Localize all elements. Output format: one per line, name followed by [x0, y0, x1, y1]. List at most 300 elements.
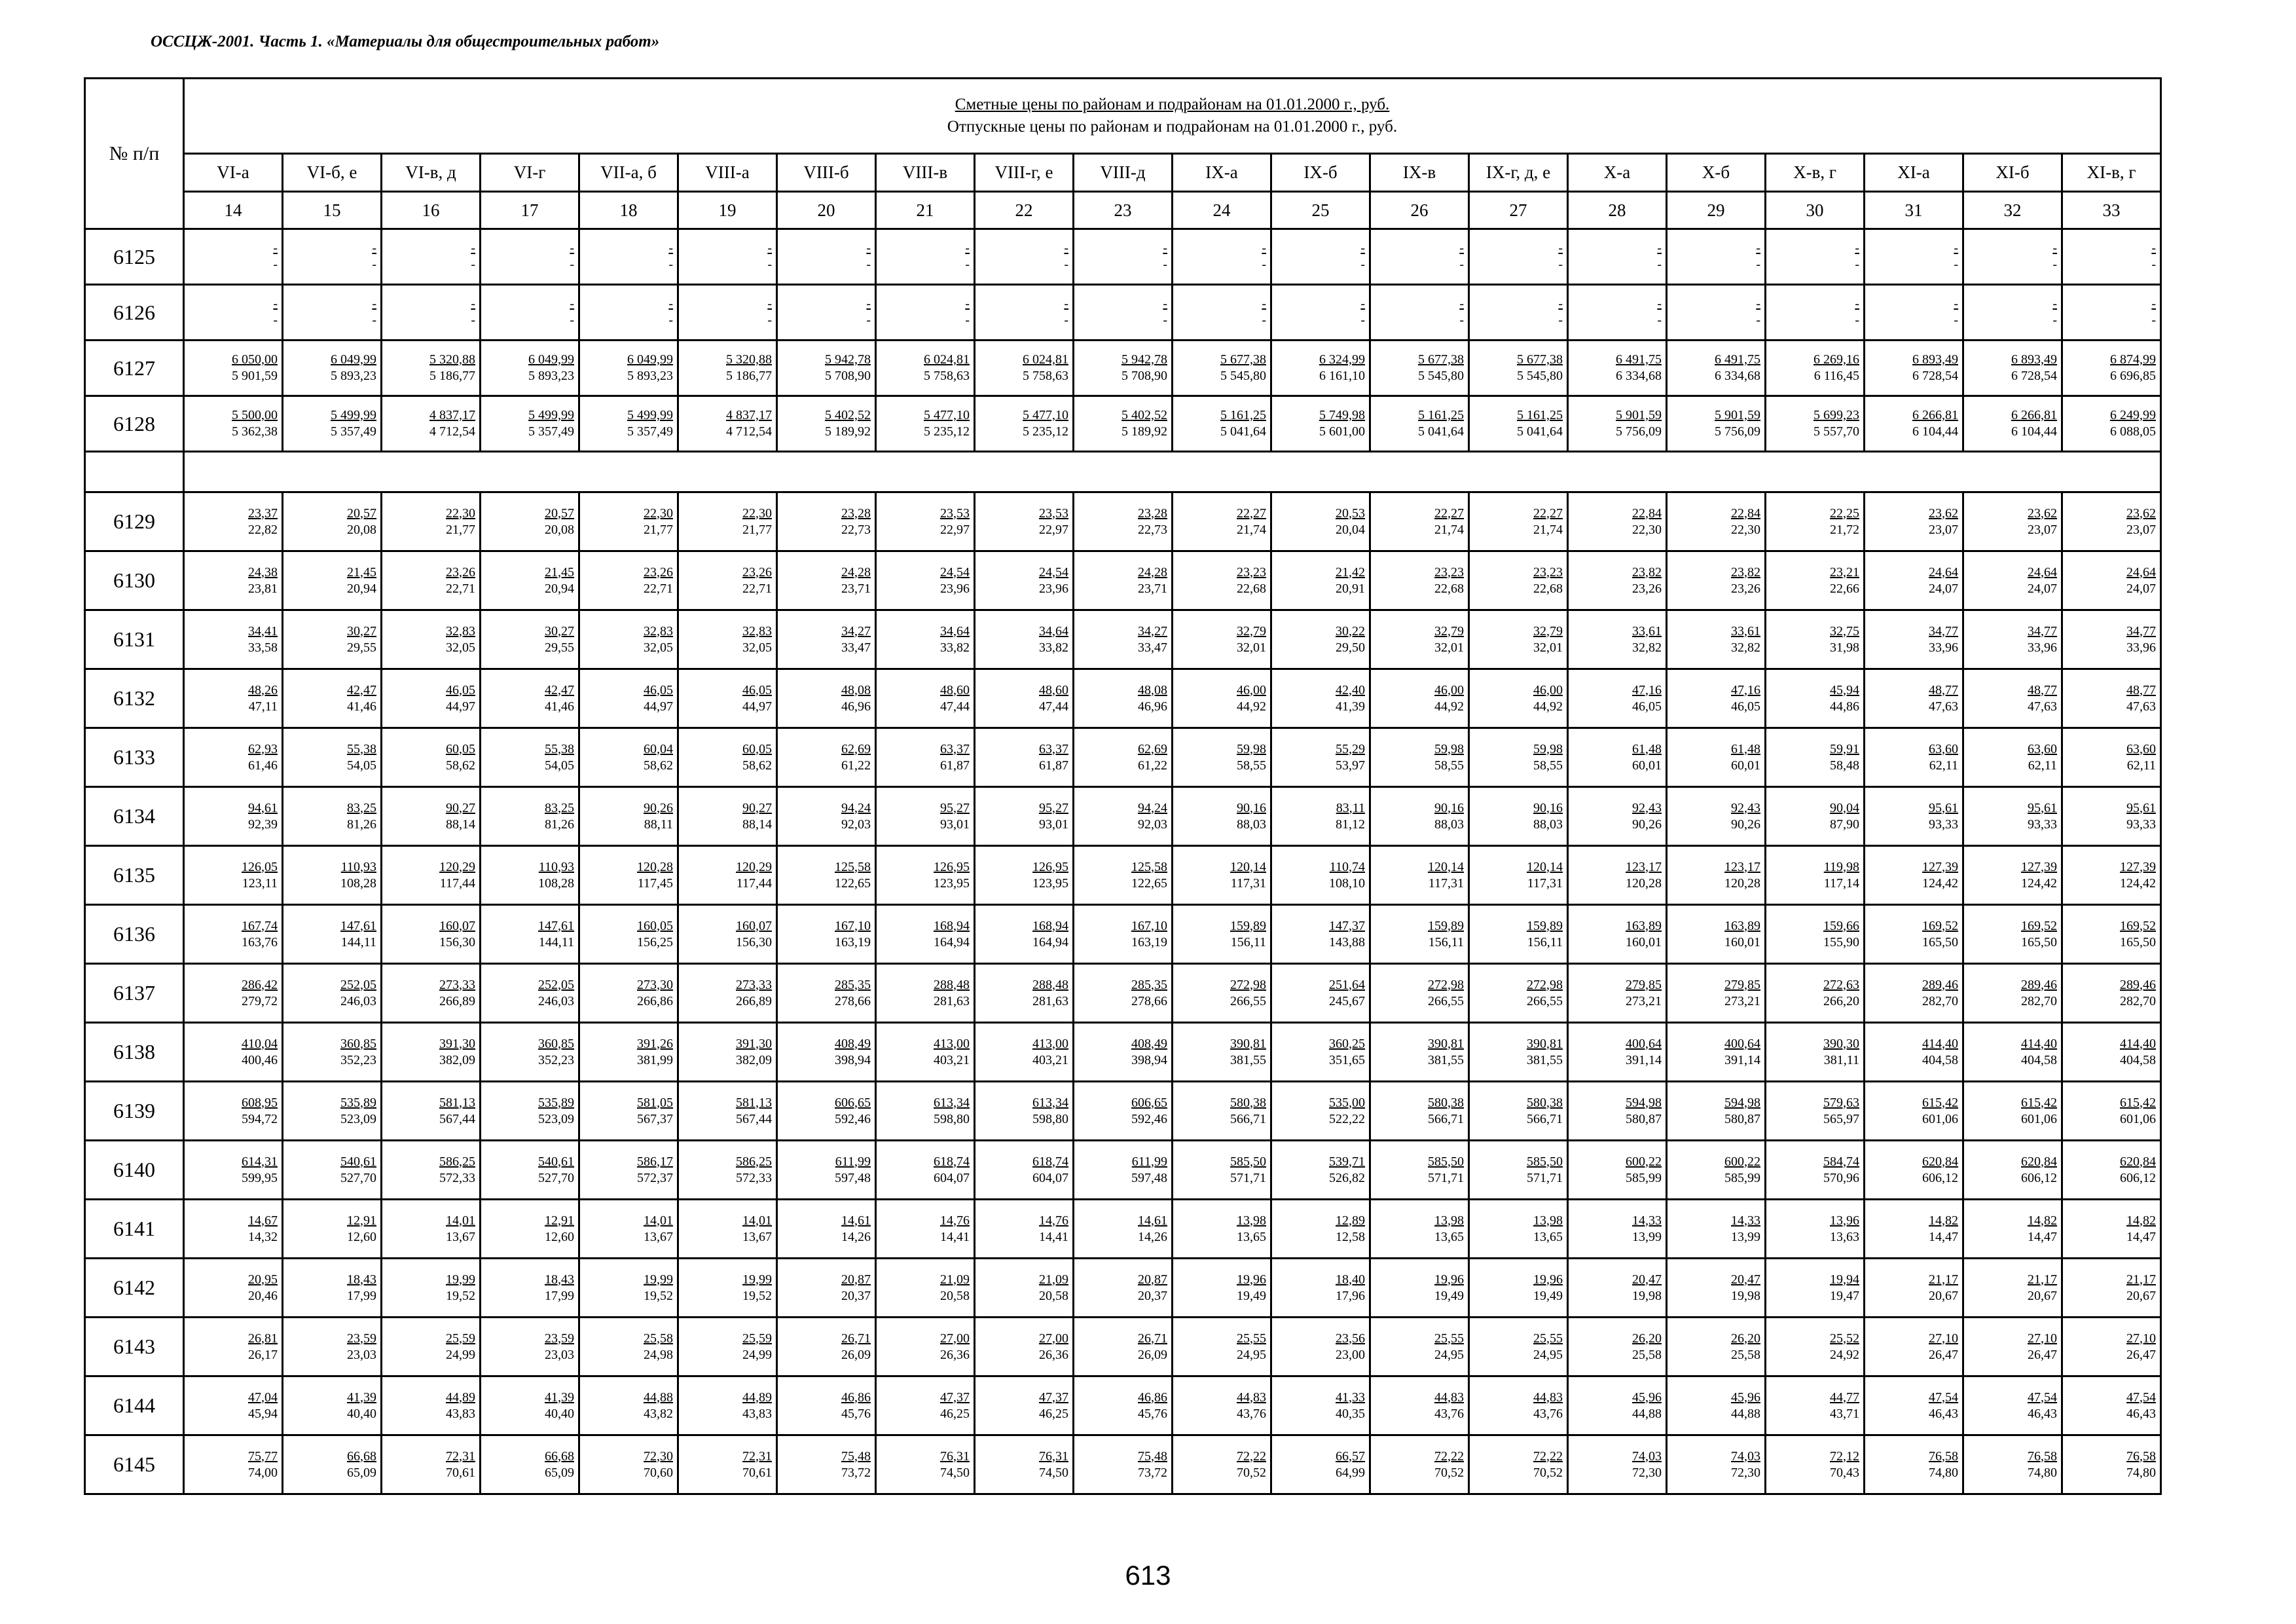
- estimated-price: -: [965, 297, 970, 311]
- price-cell: [1963, 905, 2062, 964]
- estimated-price: 47,54: [1929, 1390, 1958, 1405]
- column-number: 15: [283, 192, 382, 229]
- release-price: 32,05: [742, 640, 772, 655]
- price-cell: [1271, 229, 1370, 285]
- price-cell: [1963, 964, 2062, 1023]
- release-price: 160,01: [1724, 934, 1760, 950]
- release-price: -: [471, 257, 475, 272]
- price-cell: [2062, 396, 2161, 452]
- release-price: 41,39: [1336, 699, 1365, 714]
- price-cell: [382, 1318, 481, 1376]
- release-price: -: [1064, 257, 1068, 272]
- estimated-price: 32,75: [1830, 623, 1859, 638]
- estimated-price: 12,91: [545, 1213, 574, 1228]
- release-price: 19,98: [1632, 1288, 1662, 1303]
- estimated-price: 32,79: [1237, 623, 1266, 638]
- release-price: 29,55: [347, 640, 376, 655]
- estimated-price: 94,24: [841, 800, 871, 815]
- price-cell: [1370, 905, 1469, 964]
- release-price: 117,31: [1428, 876, 1464, 891]
- price-cell: [1667, 787, 1766, 846]
- estimated-price: 126,95: [1032, 859, 1068, 874]
- row-number: 6137: [85, 964, 184, 1023]
- price-cell: [579, 1141, 678, 1200]
- estimated-price: 120,14: [1230, 859, 1266, 874]
- estimated-price: 45,96: [1731, 1390, 1760, 1405]
- estimated-price: 45,94: [1830, 682, 1859, 697]
- estimated-price: 72,22: [1237, 1449, 1266, 1464]
- estimated-price: 125,58: [1131, 859, 1167, 874]
- price-cell: [1667, 1023, 1766, 1082]
- price-cell: [1173, 905, 1271, 964]
- release-price: 23,07: [2126, 522, 2156, 537]
- price-cell: [1865, 1435, 1963, 1494]
- release-price: 87,90: [1830, 817, 1859, 832]
- release-price: 21,72: [1830, 522, 1859, 537]
- estimated-price: -: [1855, 241, 1859, 255]
- price-cell: [1667, 1259, 1766, 1318]
- estimated-price: 48,77: [2126, 682, 2156, 697]
- price-cell: [1469, 1082, 1568, 1141]
- release-price: 22,71: [446, 581, 475, 596]
- release-price: -: [965, 257, 970, 272]
- price-cell: [382, 1200, 481, 1259]
- price-cell: [481, 285, 579, 341]
- price-cell: [1074, 787, 1173, 846]
- price-cell: [1074, 551, 1173, 610]
- release-price: 4 712,54: [429, 424, 475, 439]
- release-price: 266,55: [1428, 993, 1464, 1008]
- price-cell: [1469, 551, 1568, 610]
- price-cell: [2062, 1318, 2161, 1376]
- release-price: 61,22: [841, 758, 871, 773]
- region-header: XI-в, г: [2062, 154, 2161, 192]
- estimated-price: 390,81: [1230, 1036, 1266, 1051]
- price-cell: [1370, 846, 1469, 905]
- estimated-price: 110,93: [538, 859, 574, 874]
- release-price: 281,63: [1032, 993, 1068, 1008]
- estimated-price: 95,61: [1929, 800, 1958, 815]
- release-price: 156,30: [736, 934, 772, 950]
- estimated-price: 74,03: [1632, 1449, 1662, 1464]
- price-cell: [1074, 396, 1173, 452]
- estimated-price: 586,25: [736, 1154, 772, 1169]
- estimated-price: -: [1459, 241, 1464, 255]
- release-price: 26,36: [1039, 1347, 1068, 1362]
- price-cell: [1469, 1200, 1568, 1259]
- release-price: 62,11: [1929, 758, 1958, 773]
- release-price: 23,81: [248, 581, 278, 596]
- estimated-price: 59,98: [1237, 741, 1266, 756]
- estimated-price: 13,96: [1830, 1213, 1859, 1228]
- release-price: 58,62: [446, 758, 475, 773]
- estimated-price: 360,25: [1329, 1036, 1365, 1051]
- price-cell: [283, 396, 382, 452]
- estimated-price: 90,16: [1434, 800, 1464, 815]
- estimated-price: 34,41: [248, 623, 278, 638]
- estimated-price: 535,89: [538, 1095, 574, 1110]
- estimated-price: 23,26: [742, 564, 772, 580]
- price-cell: [481, 396, 579, 452]
- release-price: 19,52: [742, 1288, 772, 1303]
- estimated-price: 160,07: [439, 918, 475, 933]
- estimated-price: 414,40: [1922, 1036, 1958, 1051]
- release-price: 32,05: [446, 640, 475, 655]
- estimated-price: 21,42: [1336, 564, 1365, 580]
- release-price: 266,20: [1823, 993, 1859, 1008]
- price-cell: [876, 1023, 975, 1082]
- price-cell: [579, 669, 678, 728]
- estimated-price: 26,20: [1731, 1331, 1760, 1346]
- estimated-price: 613,34: [934, 1095, 970, 1110]
- estimated-price: 5 499,99: [331, 408, 376, 422]
- release-price: 74,80: [2126, 1465, 2156, 1480]
- release-price: 22,97: [1039, 522, 1068, 537]
- price-cell: [1074, 341, 1173, 396]
- release-price: -: [2151, 257, 2156, 272]
- release-price: 43,71: [1830, 1406, 1859, 1421]
- price-cell: [1667, 846, 1766, 905]
- estimated-price: 14,82: [2028, 1213, 2057, 1228]
- release-price: 33,96: [2028, 640, 2057, 655]
- estimated-price: 127,39: [2120, 859, 2156, 874]
- price-cell: [1370, 341, 1469, 396]
- price-cell: [1963, 1082, 2062, 1141]
- price-cell: [1568, 285, 1667, 341]
- estimated-price: 90,27: [742, 800, 772, 815]
- estimated-price: -: [1360, 297, 1365, 311]
- estimated-price: 27,10: [2028, 1331, 2057, 1346]
- price-cell: [975, 551, 1074, 610]
- release-price: 61,46: [248, 758, 278, 773]
- estimated-price: 55,29: [1336, 741, 1365, 756]
- price-cell: [579, 610, 678, 669]
- estimated-price: 60,05: [742, 741, 772, 756]
- price-cell: [678, 1318, 777, 1376]
- release-price: 44,88: [1632, 1406, 1662, 1421]
- estimated-price: 76,58: [2126, 1449, 2156, 1464]
- table-row: [85, 341, 2161, 396]
- price-cell: [481, 964, 579, 1023]
- estimated-price: 47,04: [248, 1390, 278, 1405]
- estimated-price: 408,49: [835, 1036, 871, 1051]
- estimated-price: 272,98: [1230, 977, 1266, 992]
- price-cell: [1865, 1141, 1963, 1200]
- release-price: 592,46: [1131, 1111, 1167, 1126]
- price-cell: [975, 1376, 1074, 1435]
- estimated-price: 615,42: [1922, 1095, 1958, 1110]
- release-price: -: [1954, 257, 1958, 272]
- estimated-price: 47,37: [1039, 1390, 1068, 1405]
- price-cell: [283, 285, 382, 341]
- release-price: 62,11: [2126, 758, 2156, 773]
- price-cell: [975, 285, 1074, 341]
- estimated-price: 76,58: [1929, 1449, 1958, 1464]
- region-header-row: [85, 154, 2161, 192]
- price-cell: [382, 1259, 481, 1318]
- row-number: 6142: [85, 1259, 184, 1318]
- estimated-price: 62,69: [1138, 741, 1167, 756]
- price-cell: [481, 1082, 579, 1141]
- price-cell: [1370, 1259, 1469, 1318]
- release-price: 567,44: [736, 1111, 772, 1126]
- price-cell: [876, 1376, 975, 1435]
- release-price: 5 189,92: [1121, 424, 1167, 439]
- estimated-price: 83,11: [1336, 800, 1365, 815]
- price-cell: [1469, 1435, 1568, 1494]
- release-price: 403,21: [1032, 1052, 1068, 1067]
- release-price: -: [767, 313, 772, 327]
- release-price: 58,55: [1237, 758, 1266, 773]
- release-price: 70,52: [1533, 1465, 1563, 1480]
- price-cell: [1963, 1023, 2062, 1082]
- estimated-price: 391,30: [439, 1036, 475, 1051]
- estimated-price: 72,22: [1533, 1449, 1563, 1464]
- price-cell: [382, 492, 481, 551]
- estimated-price: -: [1360, 241, 1365, 255]
- price-cell: [1766, 964, 1865, 1023]
- row-number: 6143: [85, 1318, 184, 1376]
- price-cell: [1370, 1200, 1469, 1259]
- release-price: -: [866, 257, 871, 272]
- column-number: 32: [1963, 192, 2062, 229]
- estimated-price: 46,00: [1533, 682, 1563, 697]
- release-price: -: [1855, 313, 1859, 327]
- estimated-price: 288,48: [1032, 977, 1068, 992]
- estimated-price: 46,05: [742, 682, 772, 697]
- estimated-price: 83,25: [545, 800, 574, 815]
- release-price: 14,26: [841, 1229, 871, 1244]
- estimated-price: 42,47: [545, 682, 574, 697]
- price-cell: [382, 551, 481, 610]
- price-cell: [975, 229, 1074, 285]
- price-cell: [777, 610, 876, 669]
- estimated-price: 25,52: [1830, 1331, 1859, 1346]
- release-price: 123,11: [242, 876, 278, 891]
- release-price: 597,48: [835, 1170, 871, 1185]
- estimated-price: 608,95: [242, 1095, 278, 1110]
- release-price: 382,09: [736, 1052, 772, 1067]
- price-cell: [1074, 1023, 1173, 1082]
- price-cell: [382, 1023, 481, 1082]
- estimated-price: -: [1064, 297, 1068, 311]
- price-cell: [1766, 787, 1865, 846]
- estimated-price: -: [767, 241, 772, 255]
- release-price: -: [2151, 313, 2156, 327]
- estimated-price: 48,77: [2028, 682, 2057, 697]
- estimated-price: 63,60: [2028, 741, 2057, 756]
- estimated-price: -: [1558, 297, 1563, 311]
- estimated-price: 6 049,99: [528, 352, 574, 367]
- price-cell: [184, 229, 283, 285]
- release-price: 523,09: [538, 1111, 574, 1126]
- release-price: 46,43: [2126, 1406, 2156, 1421]
- price-cell: [876, 1318, 975, 1376]
- release-price: 404,58: [2120, 1052, 2156, 1067]
- estimated-price: -: [2052, 241, 2057, 255]
- release-price: 246,03: [538, 993, 574, 1008]
- price-cell: [579, 728, 678, 787]
- estimated-price: 23,62: [2028, 506, 2057, 521]
- price-cell: [1568, 610, 1667, 669]
- estimated-price: 25,59: [742, 1331, 772, 1346]
- price-cell: [1766, 285, 1865, 341]
- price-cell: [678, 229, 777, 285]
- release-price: 23,07: [1929, 522, 1958, 537]
- row-number: 6127: [85, 341, 184, 396]
- release-price: 5 235,12: [924, 424, 970, 439]
- estimated-price: 63,37: [940, 741, 970, 756]
- estimated-price: 14,33: [1632, 1213, 1662, 1228]
- estimated-price: 147,61: [340, 918, 376, 933]
- price-cell: [777, 396, 876, 452]
- price-cell: [678, 728, 777, 787]
- price-cell: [2062, 341, 2161, 396]
- estimated-price: 24,28: [1138, 564, 1167, 580]
- price-cell: [283, 846, 382, 905]
- price-cell: [1370, 610, 1469, 669]
- estimated-price: 606,65: [1131, 1095, 1167, 1110]
- column-number: 23: [1074, 192, 1173, 229]
- estimated-price: 72,31: [446, 1449, 475, 1464]
- column-number: 24: [1173, 192, 1271, 229]
- estimated-price: 27,00: [940, 1331, 970, 1346]
- release-price: 40,35: [1336, 1406, 1365, 1421]
- estimated-price: 14,01: [446, 1213, 475, 1228]
- price-cell: [1271, 1200, 1370, 1259]
- release-price: 5 235,12: [1023, 424, 1068, 439]
- release-price: 19,47: [1830, 1288, 1859, 1303]
- release-price: 5 893,23: [627, 369, 673, 383]
- column-number: 20: [777, 192, 876, 229]
- release-price: 92,39: [248, 817, 278, 832]
- estimated-price: 23,37: [248, 506, 278, 521]
- price-cell: [1568, 787, 1667, 846]
- release-price: 5 357,49: [331, 424, 376, 439]
- release-price: 61,22: [1138, 758, 1167, 773]
- estimated-price: 21,45: [545, 564, 574, 580]
- price-cell: [184, 787, 283, 846]
- release-price: 17,99: [545, 1288, 574, 1303]
- estimated-price: 90,26: [644, 800, 673, 815]
- price-cell: [1370, 551, 1469, 610]
- estimated-price: 44,83: [1533, 1390, 1563, 1405]
- price-cell: [1766, 1259, 1865, 1318]
- estimated-price: -: [1657, 297, 1662, 311]
- estimated-price: 6 324,99: [1319, 352, 1365, 367]
- estimated-price: 5 699,23: [1813, 408, 1859, 422]
- release-price: 23,00: [1336, 1347, 1365, 1362]
- estimated-price: 41,39: [545, 1390, 574, 1405]
- release-price: 403,21: [934, 1052, 970, 1067]
- estimated-price: 32,79: [1533, 623, 1563, 638]
- estimated-price: 414,40: [2021, 1036, 2057, 1051]
- estimated-price: 23,26: [446, 564, 475, 580]
- price-cell: [1074, 1376, 1173, 1435]
- price-cell: [975, 610, 1074, 669]
- estimated-price: 20,87: [1138, 1272, 1167, 1287]
- price-cell: [2062, 964, 2161, 1023]
- estimated-price: 20,57: [545, 506, 574, 521]
- price-cell: [382, 669, 481, 728]
- price-cell: [2062, 905, 2161, 964]
- release-price: 29,55: [545, 640, 574, 655]
- release-price: 601,06: [2021, 1111, 2057, 1126]
- table-row: [85, 1082, 2161, 1141]
- release-price: -: [1064, 313, 1068, 327]
- estimated-price: 581,13: [736, 1095, 772, 1110]
- release-price: 19,52: [446, 1288, 475, 1303]
- estimated-price: 47,54: [2126, 1390, 2156, 1405]
- price-cell: [283, 1082, 382, 1141]
- region-header: X-а: [1568, 154, 1667, 192]
- release-price: 19,49: [1434, 1288, 1464, 1303]
- estimated-price: 23,28: [1138, 506, 1167, 521]
- price-cell: [678, 492, 777, 551]
- estimated-price: 25,58: [644, 1331, 673, 1346]
- price-cell: [1173, 1082, 1271, 1141]
- price-cell: [1469, 1318, 1568, 1376]
- estimated-price: 14,61: [841, 1213, 871, 1228]
- price-cell: [1370, 285, 1469, 341]
- release-price: 120,28: [1724, 876, 1760, 891]
- region-header: XI-б: [1963, 154, 2062, 192]
- price-cell: [1370, 229, 1469, 285]
- release-price: 24,07: [2126, 581, 2156, 596]
- table-row: [85, 396, 2161, 452]
- release-price: 46,25: [1039, 1406, 1068, 1421]
- estimated-price: 120,29: [736, 859, 772, 874]
- estimated-price: 5 677,38: [1418, 352, 1464, 367]
- release-price: 155,90: [1823, 934, 1859, 950]
- estimated-price: 44,89: [446, 1390, 475, 1405]
- estimated-price: 159,89: [1230, 918, 1266, 933]
- row-number: 6126: [85, 285, 184, 341]
- price-cell: [678, 341, 777, 396]
- estimated-price: 6 874,99: [2110, 352, 2156, 367]
- estimated-price: 18,43: [347, 1272, 376, 1287]
- price-cell: [975, 728, 1074, 787]
- price-cell: [876, 1259, 975, 1318]
- estimated-price: 92,43: [1632, 800, 1662, 815]
- estimated-price: 163,89: [1626, 918, 1662, 933]
- price-cell: [1271, 846, 1370, 905]
- price-cell: [1370, 1435, 1469, 1494]
- price-cell: [1963, 787, 2062, 846]
- estimated-price: 110,93: [340, 859, 376, 874]
- release-price: 70,43: [1830, 1465, 1859, 1480]
- estimated-price: 125,58: [835, 859, 871, 874]
- estimated-price: 61,48: [1632, 741, 1662, 756]
- column-number-row: [85, 192, 2161, 229]
- price-cell: [678, 669, 777, 728]
- estimated-price: 273,30: [637, 977, 673, 992]
- price-cell: [1963, 669, 2062, 728]
- release-price: 88,03: [1533, 817, 1563, 832]
- estimated-price: 24,64: [2028, 564, 2057, 580]
- release-price: 4 712,54: [726, 424, 772, 439]
- release-price: 266,55: [1230, 993, 1266, 1008]
- release-price: 5 357,49: [627, 424, 673, 439]
- estimated-price: 580,38: [1230, 1095, 1266, 1110]
- estimated-price: 18,40: [1336, 1272, 1365, 1287]
- estimated-price: 147,61: [538, 918, 574, 933]
- release-price: -: [1163, 313, 1167, 327]
- price-cell: [1074, 1082, 1173, 1141]
- price-cell: [1271, 1376, 1370, 1435]
- estimated-price: -: [866, 297, 871, 311]
- release-price: 20,37: [1138, 1288, 1167, 1303]
